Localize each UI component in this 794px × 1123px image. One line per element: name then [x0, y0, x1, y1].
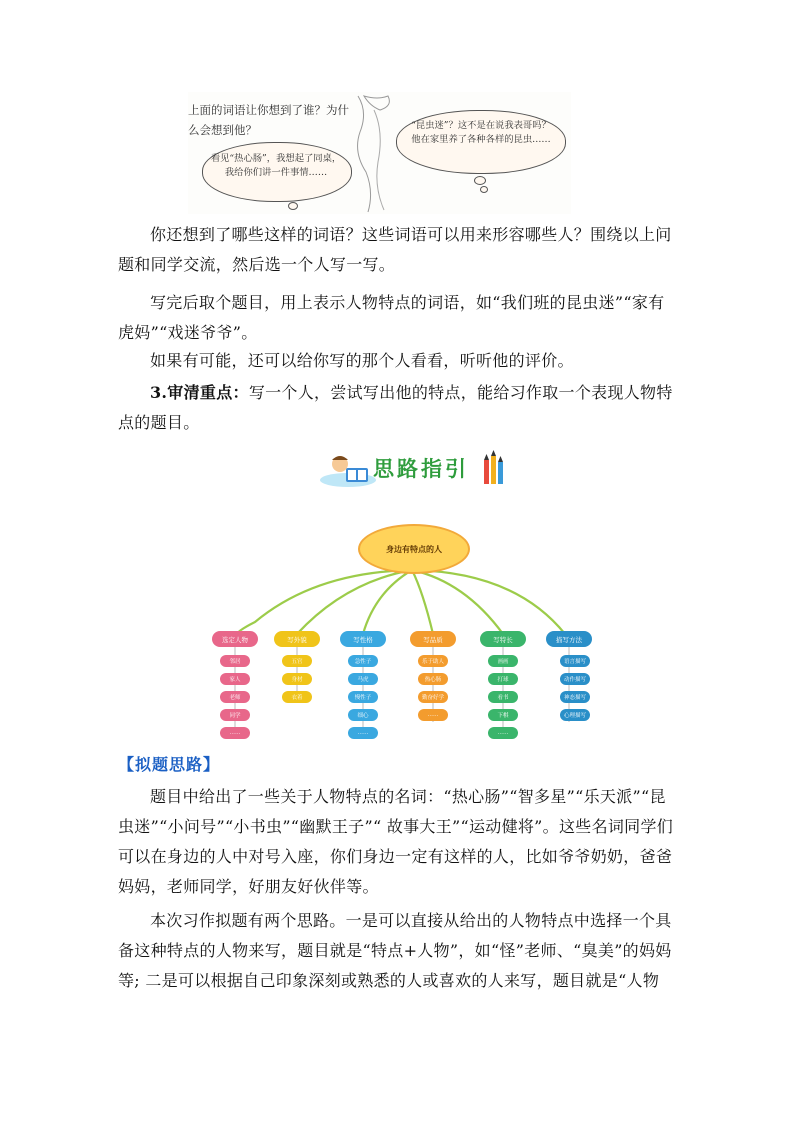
bubble-dot — [480, 186, 488, 193]
mind-map — [195, 522, 635, 752]
section-title: 【拟题思路】 — [118, 755, 221, 774]
mind-map-leaf: …… — [220, 727, 250, 739]
paragraph-2 — [118, 288, 680, 348]
paragraph-3 — [118, 346, 680, 376]
bubble-dot — [288, 202, 298, 210]
mind-map-branch: 写性格 — [340, 631, 386, 647]
key-point-label: 3.审清重点： — [150, 383, 249, 402]
paragraph-5-text: 题目中给出了一些关于人物特点的名词：“热心肠”“智多星”“乐天派”“昆虫迷”“小问号”“小书虫”“幽默王子”“ 故事大王”“运动健将”。这些名词同学们可以在身边的人中对号入座，你们身边一定有这样的人，比如爷爷奶奶，爸爸妈妈，老师同学，好朋友好伙伴等。 — [118, 787, 674, 896]
mind-map-leaf: 动作描写 — [560, 673, 590, 685]
paragraph-1-text: 你还想到了哪些这样的词语？这些词语可以用来形容哪些人？围绕以上问题和同学交流，然后选一个人写一写。 — [118, 225, 672, 274]
mind-map-leaf: 急性子 — [348, 655, 378, 667]
mind-map-leaf: 语言描写 — [560, 655, 590, 667]
mind-map-leaf: 衣着 — [282, 691, 312, 703]
right-bubble-text: “昆虫迷”？这不是在说我表哥吗？他在家里养了各种各样的昆虫…… — [411, 120, 551, 145]
bubble-dot — [474, 176, 486, 185]
mind-map-leaf: 慢性子 — [348, 691, 378, 703]
mind-map-leaf: …… — [488, 727, 518, 739]
mind-map-leaf: 邻居 — [220, 655, 250, 667]
mind-map-leaf: 身材 — [282, 673, 312, 685]
mind-map-leaf: 画画 — [488, 655, 518, 667]
mind-map-center: 身边有特点的人 — [358, 524, 470, 574]
paragraph-3-text: 如果有可能，还可以给你写的那个人看看，听听他的评价。 — [150, 351, 574, 370]
mind-map-branch: 写外貌 — [274, 631, 320, 647]
mind-map-leaf: 心理描写 — [560, 709, 590, 721]
mind-map-leaf: 打球 — [488, 673, 518, 685]
mind-map-leaf: 神态描写 — [560, 691, 590, 703]
illustration-question: 上面的词语让你想到了谁？为什么会想到他？ — [188, 103, 349, 137]
paragraph-4-text: 写一个人，尝试写出他的特点，能给习作取一个表现人物特点的题目。 — [118, 383, 673, 432]
mind-map-branch: 选定人物 — [212, 631, 258, 647]
paragraph-2-text: 写完后取个题目，用上表示人物特点的词语，如“我们班的昆虫迷”“家有虎妈”“戏迷爷爷”。 — [118, 293, 665, 342]
paragraph-4 — [118, 378, 680, 438]
mind-map-branch: 写品质 — [410, 631, 456, 647]
mind-map-leaf: 五官 — [282, 655, 312, 667]
mind-map-leaf: 看书 — [488, 691, 518, 703]
mind-map-leaf: 热心肠 — [418, 673, 448, 685]
mind-map-branch: 写特长 — [480, 631, 526, 647]
paragraph-5 — [118, 782, 680, 902]
section-banner — [318, 450, 508, 490]
mind-map-leaf: 下棋 — [488, 709, 518, 721]
mind-map-leaf: …… — [348, 727, 378, 739]
left-bubble-text: 看见“热心肠”，我想起了同桌，我给你们讲一件事情…… — [210, 153, 342, 178]
mind-map-leaf: 同学 — [220, 709, 250, 721]
paragraph-6 — [118, 906, 680, 996]
mind-map-leaf: 老师 — [220, 691, 250, 703]
mind-map-leaf: 细心 — [348, 709, 378, 721]
mind-map-branch: 描写方法 — [546, 631, 592, 647]
pencils-icon — [318, 450, 508, 490]
mind-map-leaf: …… — [418, 709, 448, 721]
paragraph-6-text: 本次习作拟题有两个思路。一是可以直接从给出的人物特点中选择一个具备这种特点的人物来写，题目就是“特点+人物”，如“怪”老师、“臭美”的妈妈等; 二是可以根据自己印象深刻或熟悉的人或喜欢的人来写，题目就是“人物 — [118, 911, 672, 990]
illustration — [188, 92, 571, 214]
banner-title: 思路指引 — [373, 457, 469, 481]
paragraph-1 — [118, 220, 680, 280]
mind-map-leaf: 马虎 — [348, 673, 378, 685]
mind-map-leaf: 家人 — [220, 673, 250, 685]
mind-map-leaf: 勤奋好学 — [418, 691, 448, 703]
mind-map-leaf: 乐于助人 — [418, 655, 448, 667]
